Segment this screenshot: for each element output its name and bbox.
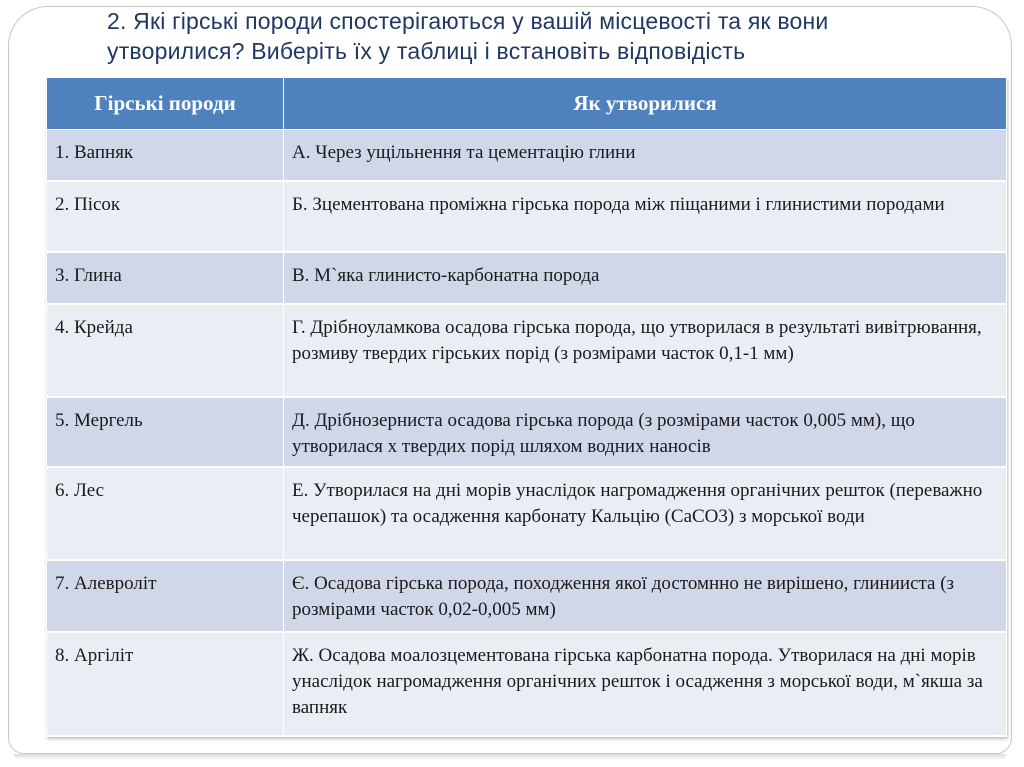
table-row — [47, 304, 1007, 397]
origin-cell: Г. Дрібноуламкова осадова гірська порода, що утворилася в результаті вивітрювання, розмиву твердих гірських порід (з розмірами часток 0,1-1 мм) — [284, 304, 1007, 397]
title-line-2: утворилися? Виберіть їх у таблиці і встановіть відповідість — [107, 38, 746, 64]
table-row — [47, 467, 1007, 560]
table-row — [47, 181, 1007, 252]
origin-cell: Е. Утворилася на дні морів унаслідок нагромадження органічних решток (переважно черепашок) та осадження карбонату Кальцію (CaCO3) з морської води — [284, 467, 1007, 560]
rock-cell: 3. Глина — [47, 252, 284, 304]
rock-cell: 4. Крейда — [47, 304, 284, 397]
rocks-table — [46, 78, 1007, 737]
table-row — [47, 632, 1007, 736]
origin-cell: Д. Дрібнозерниста осадова гірська порода (з розмірами часток 0,005 мм), що утворилася х твердих порід шляхом водних наносів — [284, 397, 1007, 467]
frame-shadow — [14, 754, 1006, 760]
origin-cell: А. Через ущільнення та цементацію глини — [284, 130, 1007, 181]
rock-cell: 6. Лес — [47, 467, 284, 560]
slide-title — [107, 6, 987, 66]
table-row — [47, 560, 1007, 632]
origin-cell: Б. Зцементована проміжна гірська порода між піщаними і глинистими породами — [284, 181, 1007, 252]
table-row — [47, 397, 1007, 467]
table-row — [47, 130, 1007, 181]
origin-cell: В. М`яка глинисто-карбонатна порода — [284, 252, 1007, 304]
header-origin: Як утворилися — [284, 78, 1007, 130]
rock-cell: 5. Мергель — [47, 397, 284, 467]
origin-cell: Є. Осадова гірська порода, походження якої достомнно не вирішено, глинииста (з розмірами часток 0,02-0,005 мм) — [284, 560, 1007, 632]
origin-cell: Ж. Осадова моалозцементована гірська карбонатна порода. Утворилася на дні морів унаслідок нагромадження органічних решток і осадження з морської води, м`якша за вапняк — [284, 632, 1007, 736]
table-header-row — [47, 78, 1007, 130]
rock-cell: 8. Аргіліт — [47, 632, 284, 736]
table-row — [47, 252, 1007, 304]
rock-cell: 2. Пісок — [47, 181, 284, 252]
rock-cell: 7. Алевроліт — [47, 560, 284, 632]
rock-cell: 1. Вапняк — [47, 130, 284, 181]
title-line-1: 2. Які гірські породи спостерігаються у вашій місцевості та як вони — [107, 8, 829, 34]
header-rocks: Гірські породи — [47, 78, 284, 130]
